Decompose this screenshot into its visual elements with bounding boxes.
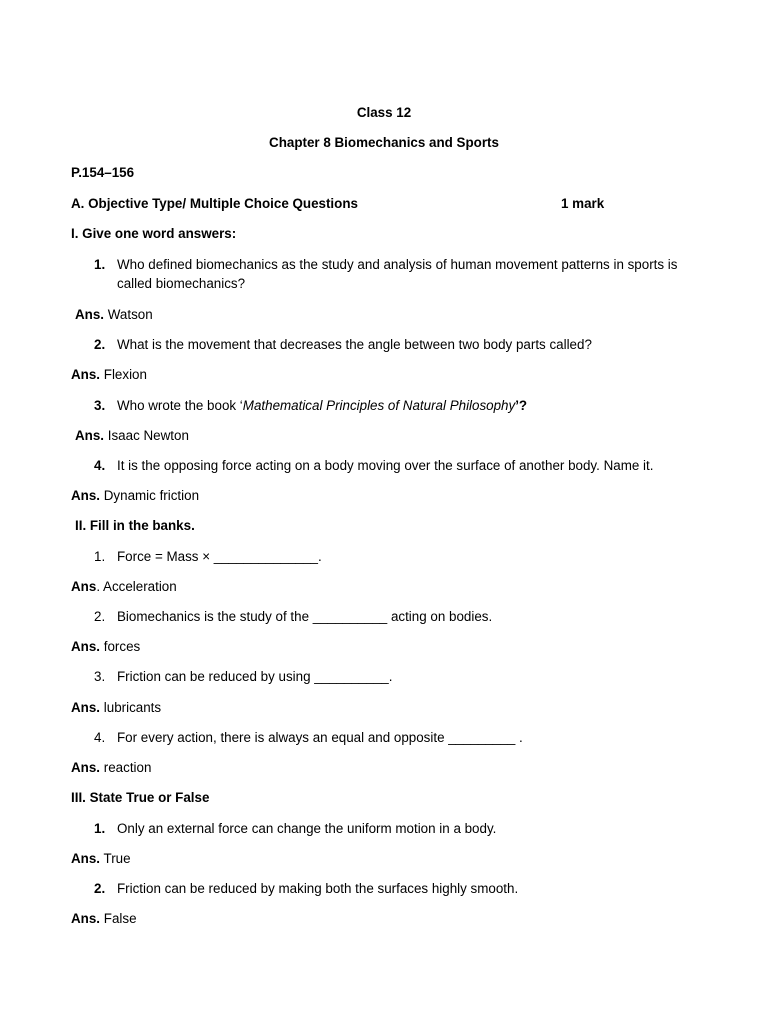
answer-label: Ans. (75, 428, 105, 443)
answer-text: Dynamic friction (103, 488, 200, 503)
answer-text: False (103, 911, 137, 926)
answer-line (75, 306, 153, 324)
question-text: Friction can be reduced by using __________. (117, 669, 393, 684)
question-text: What is the movement that decreases the angle between two body parts called? (117, 337, 592, 352)
answer-label: Ans. (71, 488, 101, 503)
answer-text: Watson (107, 307, 153, 322)
answer-label: Ans. (71, 639, 101, 654)
answer-line (71, 910, 137, 928)
book-title: Mathematical Principles of Natural Philosophy (242, 398, 516, 413)
question-number: 2. (94, 881, 106, 896)
answer-text: Flexion (103, 367, 147, 382)
answer-label: Ans. (71, 700, 101, 715)
question-number: 4. (94, 730, 106, 745)
answer-line (71, 759, 151, 777)
chapter-title: Chapter 8 Biomechanics and Sports (269, 135, 499, 150)
question-text-post: ’? (515, 398, 528, 413)
question-number: 1. (94, 257, 106, 272)
class-title: Class 12 (356, 105, 412, 120)
answer-label: Ans. (71, 760, 101, 775)
answer-text: reaction (103, 760, 152, 775)
answer-line (75, 427, 189, 445)
true-false-heading: III. State True or False (71, 790, 210, 805)
question-text: Only an external force can change the uniform motion in a body. (117, 821, 497, 836)
answer-text: . Acceleration (96, 579, 177, 594)
answer-label: Ans. (71, 367, 101, 382)
question-number: 3. (94, 669, 106, 684)
answer-label: Ans. (71, 851, 101, 866)
answer-line (71, 366, 147, 384)
question-number: 1. (94, 821, 106, 836)
question-number: 3. (94, 398, 106, 413)
answer-text: forces (103, 639, 141, 654)
question-text-continued: called biomechanics? (117, 276, 246, 291)
answer-text: lubricants (103, 700, 162, 715)
question-number: 2. (94, 609, 106, 624)
question-number: 1. (94, 549, 106, 564)
fill-blanks-heading: II. Fill in the banks. (75, 518, 195, 533)
answer-text: Isaac Newton (107, 428, 189, 443)
question-text: Friction can be reduced by making both the surfaces highly smooth. (117, 881, 519, 896)
answer-line (71, 487, 199, 505)
answer-label: Ans. (71, 911, 101, 926)
page-range: P.154–156 (71, 165, 135, 180)
answer-line (71, 578, 177, 596)
section-a-title: A. Objective Type/ Multiple Choice Questions (71, 196, 358, 211)
question-text: For every action, there is always an equal and opposite _________ . (117, 730, 523, 745)
question-text-pre: Who wrote the book ‘ (117, 398, 243, 413)
answer-line (71, 638, 140, 656)
question-number: 4. (94, 458, 106, 473)
answer-text: True (103, 851, 131, 866)
question-number: 2. (94, 337, 106, 352)
question-text: Who defined biomechanics as the study and analysis of human movement patterns in sports is (117, 257, 678, 272)
section-a-marks: 1 mark (561, 196, 605, 211)
answer-line (71, 850, 131, 868)
question-text (117, 397, 527, 415)
question-text: It is the opposing force acting on a body moving over the surface of another body. Name it. (117, 458, 654, 473)
one-word-heading: I. Give one word answers: (71, 226, 237, 241)
answer-label: Ans. (75, 307, 105, 322)
answer-line (71, 699, 161, 717)
question-text: Force = Mass × ______________. (117, 549, 322, 564)
answer-label: Ans (71, 579, 97, 594)
question-text: Biomechanics is the study of the __________ acting on bodies. (117, 609, 493, 624)
